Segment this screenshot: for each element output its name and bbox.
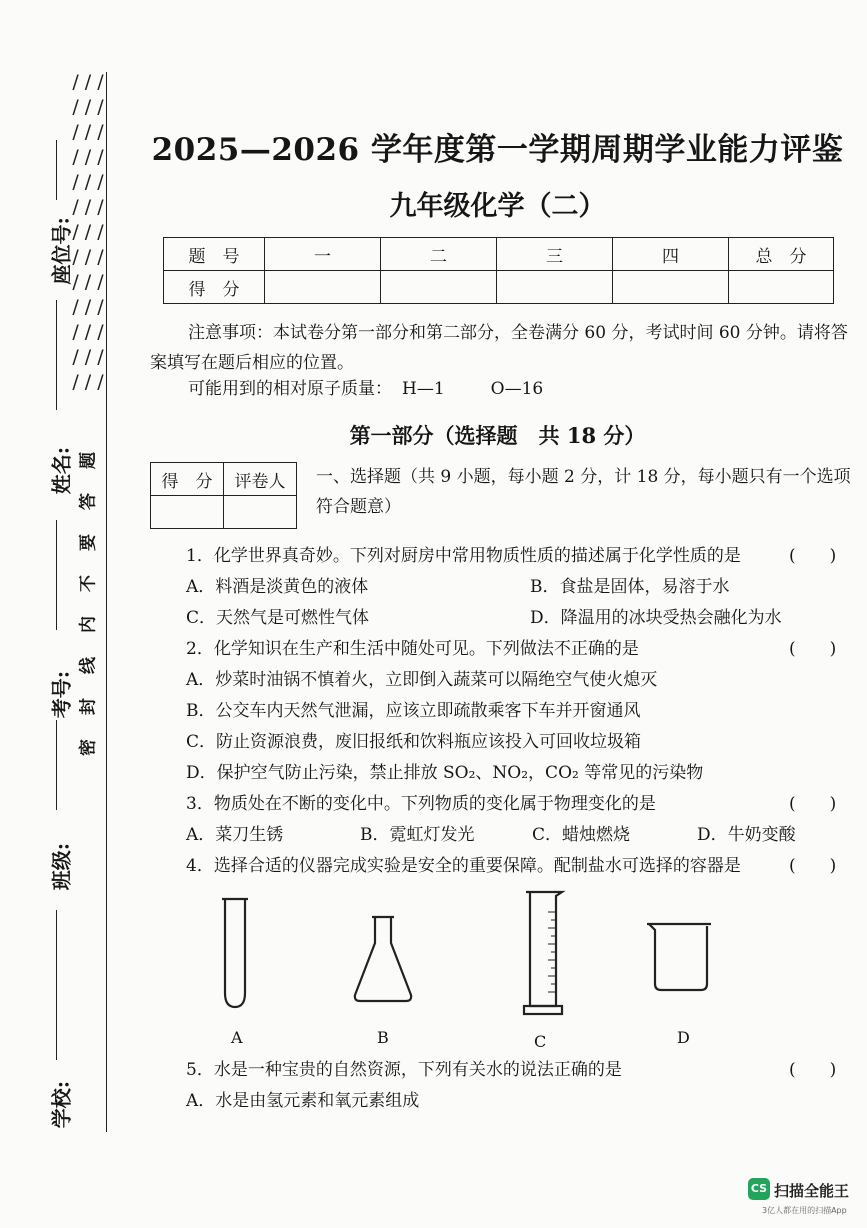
part1-title: 第一部分（选择题 共 18 分） <box>349 423 646 448</box>
score-table-header-row <box>164 238 834 271</box>
atomic-mass-line <box>188 374 589 404</box>
answer-blank[interactable]: ( ) <box>789 1060 837 1080</box>
score-cell[interactable] <box>265 271 381 304</box>
grader-name-cell[interactable] <box>224 496 297 529</box>
question-3-option-b[interactable]: B．霓虹灯发光 <box>360 825 475 845</box>
question-1-stem: 1．化学世界真奇妙。下列对厨房中常用物质性质的描述属于化学性质的是 <box>186 546 741 566</box>
camscanner-tagline: 3亿人都在用的扫描App <box>762 1206 847 1215</box>
seal-char: 线 <box>78 657 99 674</box>
class-label: 班级: <box>49 842 74 891</box>
seal-char: 密 <box>78 739 99 756</box>
score-table-header-cell: 一 <box>265 238 381 271</box>
answer-blank[interactable]: ( ) <box>789 546 837 566</box>
grader-name-header: 评卷人 <box>224 463 297 496</box>
question-4-stem: 4．选择合适的仪器完成实验是安全的重要保障。配制盐水可选择的容器是 <box>186 856 741 876</box>
graduated-cylinder-icon[interactable] <box>518 888 568 1023</box>
score-cell[interactable] <box>497 271 613 304</box>
grader-table <box>150 462 297 529</box>
seal-char: 答 <box>78 493 99 510</box>
seal-slash-column: / / / / / / / / / / / / / / / / / / / / / / / / / / / / / / / / / / / / / / / <box>72 71 104 393</box>
atomic-mass-label: 可能用到的相对原子质量： <box>188 379 392 399</box>
question-3-stem: 3．物质处在不断的变化中。下列物质的变化属于物理变化的是 <box>186 794 656 814</box>
grader-score-cell[interactable] <box>151 496 224 529</box>
score-table-header-cell: 三 <box>497 238 613 271</box>
seal-char: 内 <box>78 616 99 633</box>
binding-border-line <box>106 72 107 1132</box>
score-cell[interactable] <box>729 271 834 304</box>
question-3-option-c[interactable]: C．蜡烛燃烧 <box>532 825 631 845</box>
question-3-option-a[interactable]: A．菜刀生锈 <box>186 825 284 845</box>
score-table-header-cell: 题 号 <box>164 238 265 271</box>
question-2-option-b[interactable]: B．公交车内天然气泄漏，应该立即疏散乘客下车并开窗通风 <box>186 701 641 721</box>
exam-title: 2025—2026 学年度第一学期周期学业能力评鉴 <box>151 132 844 168</box>
answer-blank[interactable]: ( ) <box>789 639 837 659</box>
score-cell[interactable] <box>613 271 729 304</box>
name-line <box>56 300 57 410</box>
option-d-label[interactable]: D <box>677 1028 690 1047</box>
score-cell[interactable] <box>381 271 497 304</box>
score-table-header-cell: 四 <box>613 238 729 271</box>
school-label: 学校: <box>49 1080 74 1129</box>
seal-char: 要 <box>78 534 99 551</box>
test-tube-icon[interactable] <box>215 893 255 1013</box>
option-a-label[interactable]: A <box>231 1028 243 1047</box>
question-1-option-a[interactable]: A．料酒是淡黄色的液体 <box>186 577 369 597</box>
exam-subtitle: 九年级化学（二） <box>389 191 606 222</box>
conical-flask-icon[interactable] <box>350 913 416 1005</box>
school-line <box>56 910 57 1060</box>
exam-notice: 注意事项：本试卷分第一部分和第二部分，全卷满分 60 分，考试时间 60 分钟。请将答案填写在题后相应的位置。 <box>150 323 848 373</box>
question-3-option-d[interactable]: D．牛奶变酸 <box>697 825 796 845</box>
camscanner-name: 扫描全能王 <box>774 1182 850 1200</box>
question-1-option-b[interactable]: B．食盐是固体，易溶于水 <box>530 577 730 597</box>
option-b-label[interactable]: B <box>377 1028 389 1047</box>
exam-number-label: 考号: <box>49 670 74 719</box>
question-2-option-a[interactable]: A．炒菜时油锅不慎着火，立即倒入蔬菜可以隔绝空气使火熄灭 <box>186 670 658 690</box>
atomic-mass-o: O—16 <box>490 379 544 399</box>
seal-line-text <box>76 440 102 768</box>
answer-blank[interactable]: ( ) <box>789 794 837 814</box>
question-2-option-c[interactable]: C．防止资源浪费，废旧报纸和饮料瓶应该投入可回收垃圾箱 <box>186 732 642 752</box>
beaker-icon[interactable] <box>645 918 715 996</box>
answer-blank[interactable]: ( ) <box>789 856 837 876</box>
question-1-option-d[interactable]: D．降温用的冰块受热会融化为水 <box>530 608 782 628</box>
grader-score-header: 得 分 <box>151 463 224 496</box>
seal-char: 封 <box>78 698 99 715</box>
score-row-label: 得 分 <box>164 271 265 304</box>
question-1-option-c[interactable]: C．天然气是可燃性气体 <box>186 608 370 628</box>
camscanner-logo: CS <box>748 1178 770 1200</box>
atomic-mass-h: H—1 <box>402 379 445 399</box>
score-table-header-cell: 总 分 <box>729 238 834 271</box>
name-label: 姓名: <box>49 446 74 495</box>
question-5-stem: 5．水是一种宝贵的自然资源，下列有关水的说法正确的是 <box>186 1060 622 1080</box>
question-2-option-d[interactable]: D．保护空气防止污染，禁止排放 SO₂、NO₂，CO₂ 等常见的污染物 <box>186 763 704 783</box>
exam-number-line <box>56 520 57 630</box>
seat-number-label: 座位号: <box>49 217 74 285</box>
score-table-header-cell: 二 <box>381 238 497 271</box>
section1-intro: 一、选择题（共 9 小题，每小题 2 分，计 18 分，每小题只有一个选项符合题意） <box>316 467 851 517</box>
score-table <box>163 237 834 304</box>
seal-char: 不 <box>78 575 99 592</box>
score-table-score-row <box>164 271 834 304</box>
question-5-option-a[interactable]: A．水是由氢元素和氧元素组成 <box>186 1091 420 1111</box>
seal-char: 题 <box>78 452 99 469</box>
question-2-stem: 2．化学知识在生产和生活中随处可见。下列做法不正确的是 <box>186 639 639 659</box>
class-line <box>56 720 57 810</box>
option-c-label[interactable]: C <box>534 1032 547 1051</box>
seat-number-line <box>56 140 57 200</box>
